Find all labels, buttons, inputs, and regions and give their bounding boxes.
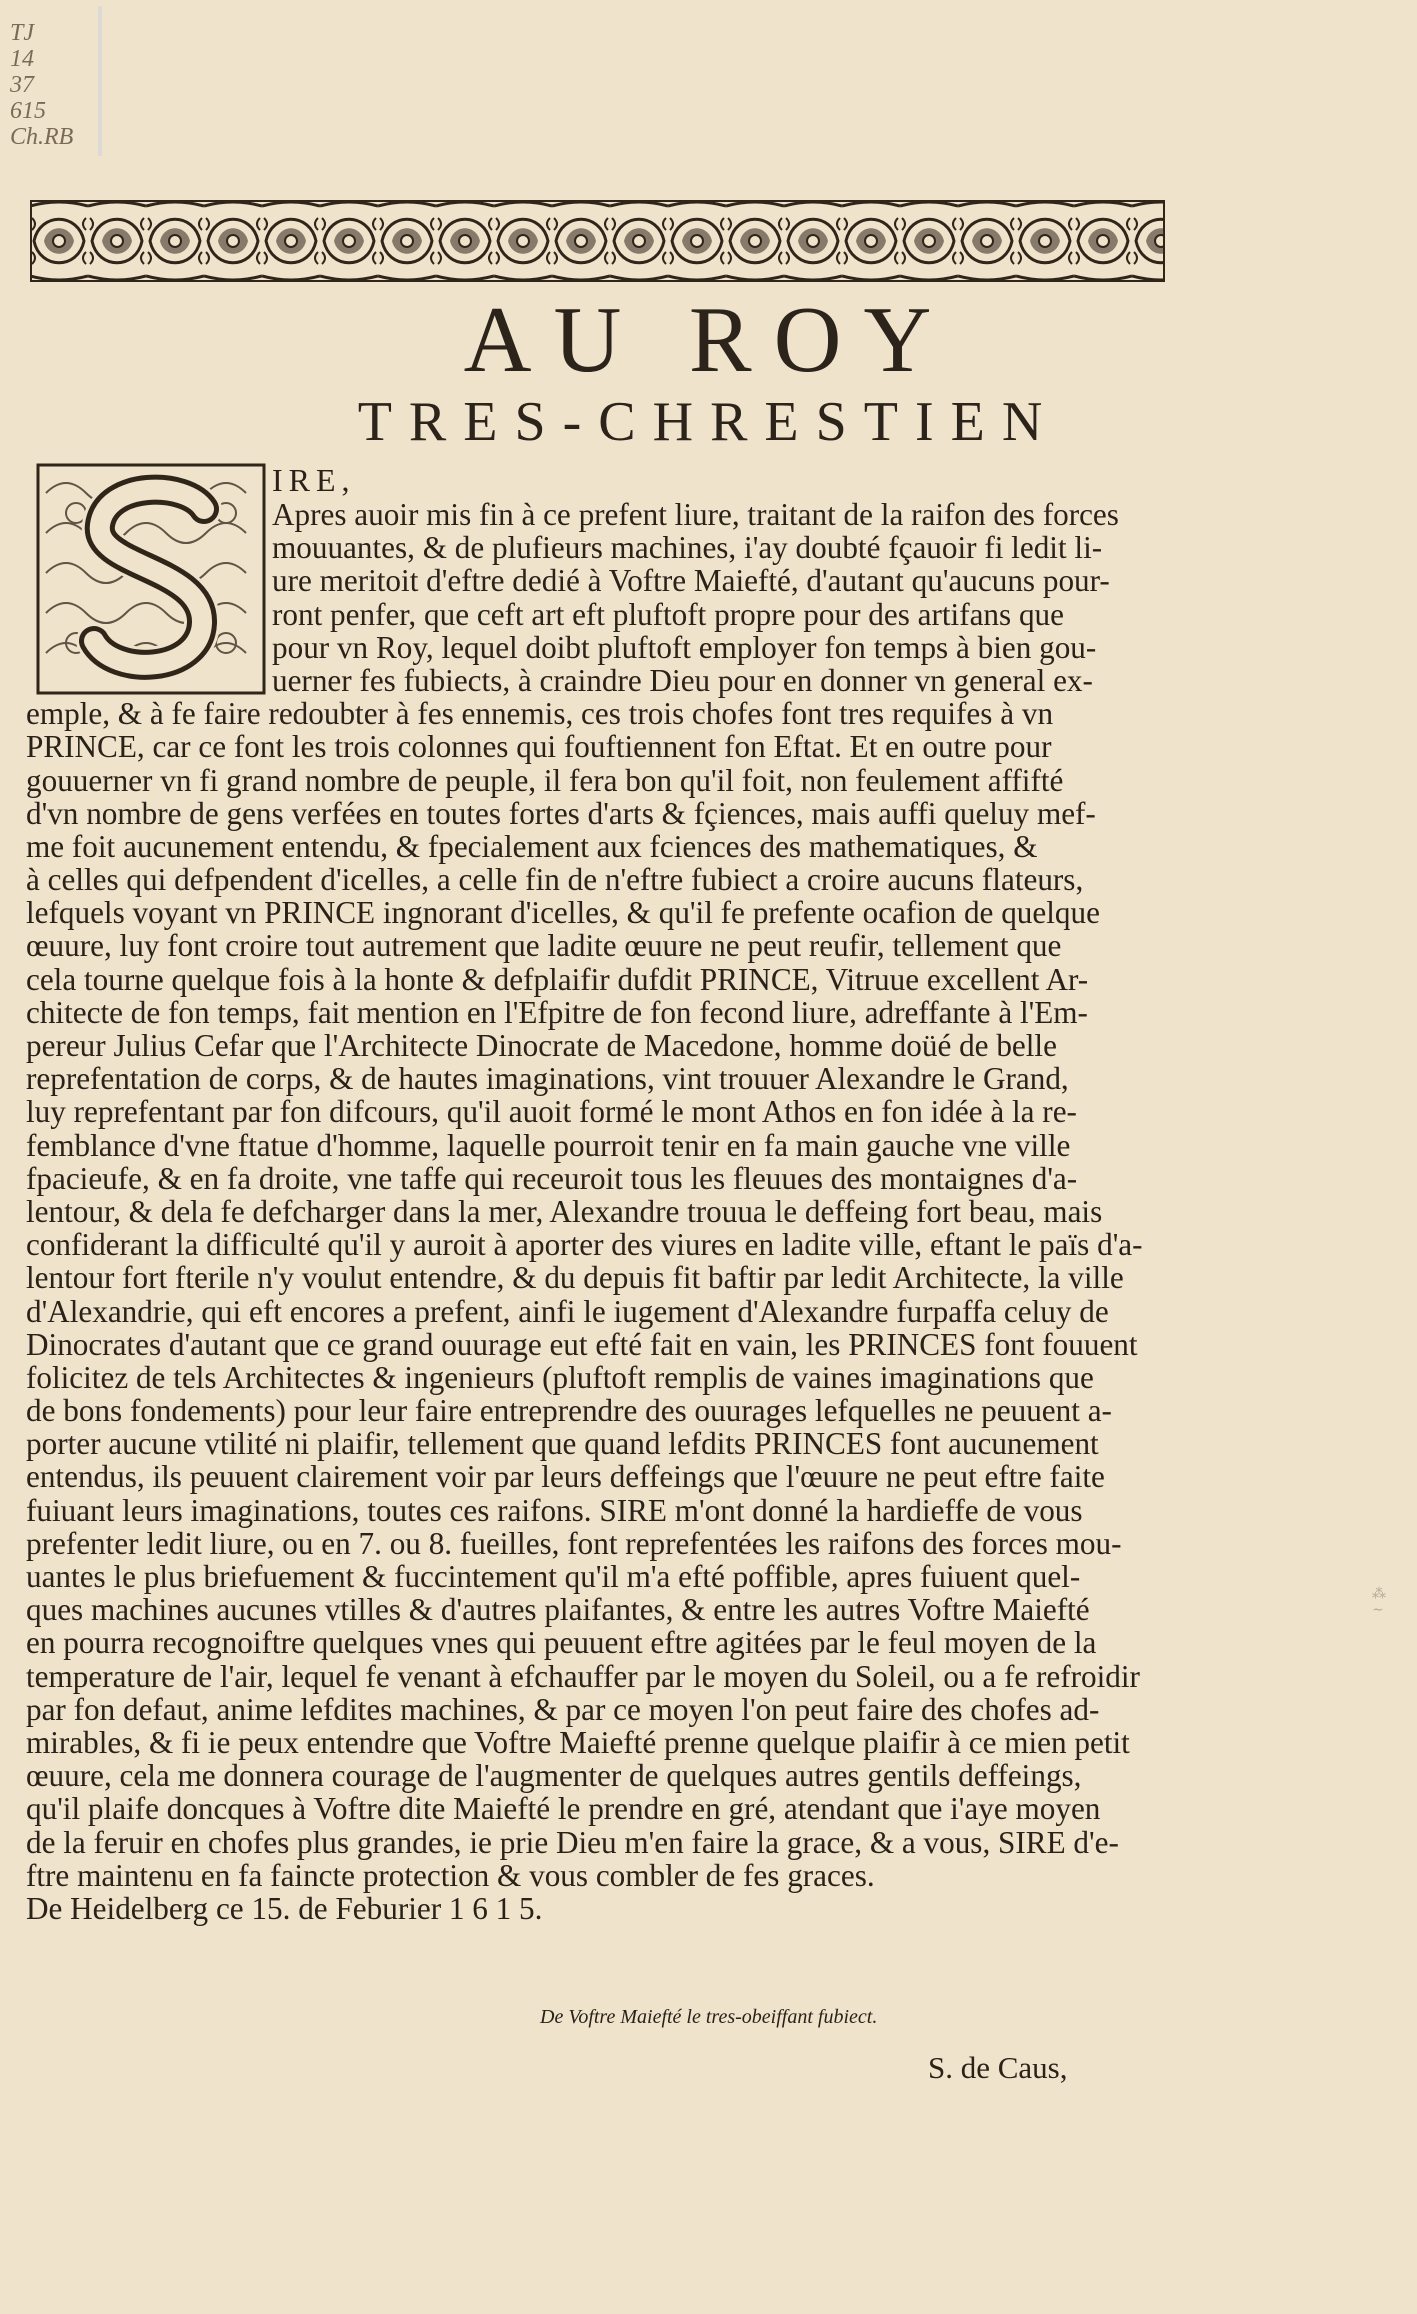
- text-line: confiderant la difficulté qu'il y auroit à aporter des viures en ladite ville, eftant le païs d'a-: [26, 1227, 1143, 1263]
- text-line: mirables, & fi ie peux entendre que Voftre Maiefté prenne quelque plaifir à ce mien petit: [26, 1724, 1130, 1760]
- text-line: en pourra recognoiftre quelques vnes qui peuuent eftre agitées par le feul moyen de la: [26, 1625, 1097, 1661]
- shelfmark-line: Ch.RB: [10, 124, 74, 150]
- bleed-through-marks: ⁂ ∼: [1372, 1586, 1386, 1618]
- title: AU ROY: [463, 288, 954, 392]
- text-line: d'Alexandrie, qui eft encores a prefent, ainfi le iugement d'Alexandre furpaffa celuy de: [26, 1293, 1109, 1329]
- text-line: d'vn nombre de gens verfées en toutes fortes d'arts & fçiences, mais auffi queluy mef-: [26, 795, 1096, 831]
- text-line: temperature de l'air, lequel fe venant à efchauffer par le moyen du Soleil, ou a fe refroidir: [26, 1658, 1140, 1694]
- text-line: luy reprefentant par fon difcours, qu'il auoit formé le mont Athos en fon idée à la re-: [26, 1094, 1077, 1130]
- text-line: gouuerner vn fi grand nombre de peuple, il fera bon qu'il foit, non feulement affifté: [26, 762, 1064, 798]
- text-line: emple, & à fe faire redoubter à fes ennemis, ces trois chofes font tres requifes à vn: [26, 696, 1054, 732]
- text-line: fuiuant leurs imaginations, toutes ces raifons. SIRE m'ont donné la hardieffe de vous: [26, 1492, 1083, 1528]
- text-line: ftre maintenu en fa faincte protection & vous combler de fes graces.: [26, 1857, 875, 1893]
- signature: S. de Caus,: [928, 2050, 1068, 2085]
- text-line: Apres auoir mis fin à ce prefent liure, traitant de la raifon des forces: [272, 497, 1119, 532]
- text-line: entendus, ils peuuent clairement voir par leurs deffeings que l'œuure ne peut eftre faite: [26, 1459, 1105, 1495]
- shelfmark: [10, 20, 73, 150]
- text-line: de la feruir en chofes plus grandes, ie prie Dieu m'en faire la grace, & a vous, SIRE d'e-: [26, 1824, 1119, 1860]
- text-line: pereur Julius Cefar que l'Architecte Dinocrate de Macedone, homme doüé de belle: [26, 1028, 1057, 1063]
- text-line: de bons fondements) pour leur faire entreprendre des ouurages lefquelles ne peuuent a-: [26, 1393, 1112, 1429]
- closing-formula: De Voftre Maiefté le tres-obeiffant fubiect.: [540, 2006, 878, 2028]
- text-line: mouuantes, & de plufieurs machines, i'ay doubté fçauoir fi ledit li-: [272, 530, 1103, 566]
- text-line: ure meritoit d'eftre dedié à Voftre Maiefté, d'autant qu'aucuns pour-: [272, 563, 1110, 599]
- subtitle: TRES-CHRESTIEN: [357, 391, 1060, 453]
- text-line: femblance d'vne ftatue d'homme, laquelle pourroit tenir en fa main gauche vne ville: [26, 1127, 1071, 1163]
- headpiece-ornament: [30, 200, 1165, 282]
- salutation: IRE,: [272, 462, 356, 498]
- text-line: folicitez de tels Architectes & ingenieurs (pluftoft remplis de vaines imaginations que: [26, 1359, 1094, 1395]
- text-line: œuure, luy font croire tout autrement que ladite œuure ne peut reufir, tellement que: [26, 928, 1062, 964]
- text-line: ront penfer, que ceft art eft pluftoft propre pour des artifans que: [272, 596, 1064, 632]
- shelfmark-line: TJ: [10, 20, 34, 46]
- text-line: PRINCE, car ce font les trois colonnes qui fouftiennent fon Eftat. Et en outre pour: [26, 729, 1052, 765]
- text-line: prefenter ledit liure, ou en 7. ou 8. fueilles, font reprefentées les raifons des forces mou-: [26, 1525, 1122, 1561]
- text-line: ques machines aucunes vtilles & d'autres plaifantes, & entre les autres Voftre Maiefté: [26, 1592, 1090, 1628]
- text-line: à celles qui defpendent d'icelles, a celle fin de n'eftre fubiect a croire aucuns flateurs,: [26, 862, 1084, 898]
- text-line: lentour fort fterile n'y voulut entendre, & du depuis fit baftir par ledit Architecte, la ville: [26, 1260, 1124, 1296]
- text-line: uerner fes fubiects, à craindre Dieu pour en donner vn general ex-: [272, 662, 1093, 698]
- text-line: Dinocrates d'autant que ce grand ouurage eut efté fait en vain, les PRINCES font fouuent: [26, 1326, 1138, 1362]
- text-line: uantes le plus briefuement & fuccintement qu'il m'a efté poffible, apres fuiuent quel-: [26, 1559, 1081, 1594]
- letter-body: [26, 498, 1176, 1925]
- text-line: pour vn Roy, lequel doibt pluftoft employer fon temps à bien gou-: [272, 629, 1097, 665]
- text-line: lentour, & dela fe defcharger dans la mer, Alexandre trouua le deffeing fort beau, mais: [26, 1193, 1103, 1229]
- dateline: De Heidelberg ce 15. de Feburier 1 6 1 5.: [26, 1890, 543, 1926]
- text-line: œuure, cela me donnera courage de l'augmenter de quelques autres gentils deffeings,: [26, 1758, 1082, 1794]
- text-line: fpacieufe, & en fa droite, vne taffe qui receuroit tous les fleuues des montaignes d'a-: [26, 1160, 1078, 1196]
- text-line: lefquels voyant vn PRINCE ingnorant d'icelles, & qu'il fe prefente ocafion de quelque: [26, 895, 1100, 931]
- text-line: qu'il plaife doncques à Voftre dite Maiefté le prendre en gré, atendant que i'aye moyen: [26, 1791, 1101, 1827]
- text-line: cela tourne quelque fois à la honte & defplaifir dufdit PRINCE, Vitruue excellent Ar-: [26, 961, 1089, 997]
- shelfmark-line: 14: [10, 46, 34, 72]
- text-line: chitecte de fon temps, fait mention en l'Efpitre de fon fecond liure, adreffante à l'Em-: [26, 994, 1088, 1030]
- shelfmark-line: 37: [10, 72, 34, 98]
- shelfmark-line: 615: [10, 98, 46, 124]
- text-line: me foit aucunement entendu, & fpecialement aux fciences des mathematiques, &: [26, 828, 1038, 864]
- text-line: porter aucune vtilité ni plaifir, tellement que quand lefdits PRINCES font aucunement: [26, 1426, 1099, 1462]
- text-line: par fon defaut, anime lefdites machines, & par ce moyen l'on peut faire des chofes ad-: [26, 1691, 1100, 1727]
- text-line: reprefentation de corps, & de hautes imaginations, vint trouuer Alexandre le Grand,: [26, 1061, 1069, 1097]
